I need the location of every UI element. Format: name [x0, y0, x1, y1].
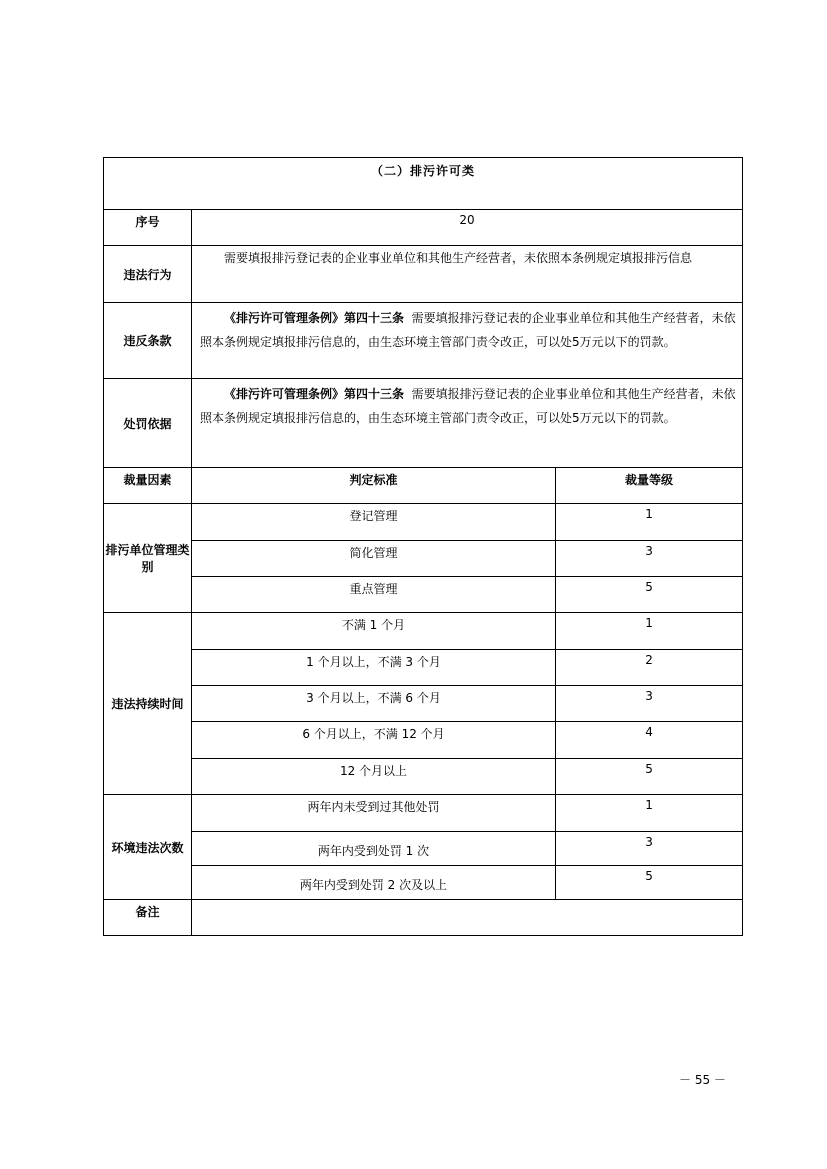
criterion-cell: 6 个月以上，不满 12 个月: [192, 722, 556, 759]
serial-label: 序号: [104, 210, 192, 246]
factor-name: 排污单位管理类别: [104, 504, 192, 613]
section-title: （二）排污许可类: [104, 158, 743, 210]
level-cell: 1: [556, 795, 743, 832]
criterion-cell: 两年内受到处罚 1 次: [192, 832, 556, 866]
penalty-basis-value: [192, 379, 743, 468]
criterion-cell: 不满 1 个月: [192, 613, 556, 650]
criterion-cell: 12 个月以上: [192, 759, 556, 795]
remarks-value: [192, 900, 743, 936]
violated-clause-value: [192, 303, 743, 379]
violation-label: 违法行为: [104, 246, 192, 303]
violated-clause-ref: 《排污许可管理条例》第四十三条: [224, 311, 405, 325]
violated-clause-text: 需要填报排污登记表的企业事业单位和其他生产经营者，未依照本条例规定填报排污信息的，由生态环境主管部门责令改正，可以处5万元以下的罚款。: [200, 311, 736, 349]
factor-header: 裁量因素: [104, 468, 192, 504]
penalty-basis-text: 需要填报排污登记表的企业事业单位和其他生产经营者，未依照本条例规定填报排污信息的，由生态环境主管部门责令改正，可以处5万元以下的罚款。: [200, 387, 736, 425]
criterion-cell: 简化管理: [192, 541, 556, 577]
level-header: 裁量等级: [556, 468, 743, 504]
criterion-cell: 3 个月以上，不满 6 个月: [192, 686, 556, 722]
remarks-label: 备注: [104, 900, 192, 936]
criterion-header: 判定标准: [192, 468, 556, 504]
criterion-cell: 1 个月以上，不满 3 个月: [192, 650, 556, 686]
level-cell: 2: [556, 650, 743, 686]
criterion-cell: 两年内受到处罚 2 次及以上: [192, 866, 556, 900]
penalty-discretion-table: [103, 157, 743, 936]
level-cell: 5: [556, 866, 743, 900]
criterion-cell: 重点管理: [192, 577, 556, 613]
criterion-cell: 登记管理: [192, 504, 556, 541]
level-cell: 4: [556, 722, 743, 759]
level-cell: 1: [556, 504, 743, 541]
criterion-cell: 两年内未受到过其他处罚: [192, 795, 556, 832]
page-number: － 55 －: [679, 1073, 726, 1087]
violation-value: 需要填报排污登记表的企业事业单位和其他生产经营者，未依照本条例规定填报排污信息: [192, 246, 743, 303]
serial-value: 20: [192, 210, 743, 246]
factor-name: 环境违法次数: [104, 795, 192, 900]
level-cell: 3: [556, 541, 743, 577]
penalty-basis-ref: 《排污许可管理条例》第四十三条: [224, 387, 405, 401]
level-cell: 3: [556, 686, 743, 722]
level-cell: 5: [556, 577, 743, 613]
level-cell: 3: [556, 832, 743, 866]
level-cell: 5: [556, 759, 743, 795]
penalty-basis-label: 处罚依据: [104, 379, 192, 468]
violated-clause-label: 违反条款: [104, 303, 192, 379]
factor-name: 违法持续时间: [104, 613, 192, 795]
level-cell: 1: [556, 613, 743, 650]
